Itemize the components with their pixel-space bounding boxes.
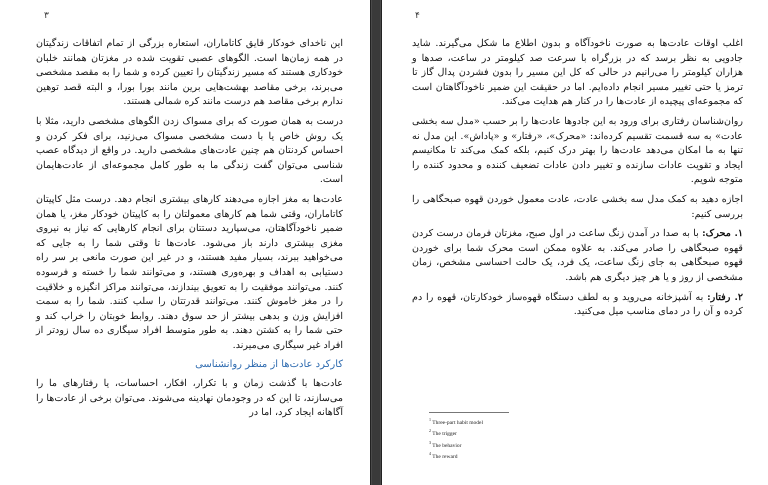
paragraph: عادت‌ها با گذشت زمان و با تکرار، افکار، احساسات، یا رفتارهای ما را می‌سازند، تا این که در وجودمان نهادینه می‌شوند. می‌توان برخی از عادت‌ها را آگاهانه ایجاد کرد، اما در bbox=[36, 378, 343, 419]
paragraph: این ناخدای خودکار قایق کاتاماران، استعاره بزرگی از تمام اتفاقات زندگیتان در همه زمان‌ها است. الگوهای عصبی تقویت شده در مغزتان همانند خلبان خودکاری هستند که مسیر زندگیتان را تعیین کرده و شما را به مقصد مشخصی می‌برند، برخی مقاصد بهشت‌هایی برین مانند بورا بورا، و البته قصد توهین ندارم برخی مقاصد هم درست مانند کره شمالی هستند. bbox=[36, 38, 343, 108]
left-text-column bbox=[36, 37, 343, 426]
list-item-label: ۱. محرک: bbox=[702, 228, 743, 240]
footnote: $^2$ The trigger bbox=[429, 428, 457, 438]
paragraph: اغلب اوقات عادت‌ها به صورت ناخودآگاه و بدون اطلاع ما شکل می‌گیرند. شاید جادویی به نظر برسد که در بزرگراه با سرعت صد کیلومتر در ساعت، صدها و هزاران کیلومتر را می‌رانیم در حالی که کل این مسیر را بدون فشردن پدال گاز تا ترمز یا حتی تغییر مسیر انجام داده‌ایم. اما در حقیقت این ضمیر ناخودآگاهتان است که مجموعه‌ای پیچیده از عادت‌ها را در کنار هم هدایت می‌کند. bbox=[412, 38, 743, 108]
paragraph: عادت‌ها به مغز اجازه می‌دهند کارهای بیشتری انجام دهد. درست مثل کاپیتان کاتاماران، وقتی شما هم کارهای معمولتان را به کاپیتان خودکار مغز، یا همان ضمیر ناخودآگاهتان، می‌سپارید دستتان برای انجام کارهایی که نیاز به نیروی مغزی بیشتری دارند باز می‌شود. عادت‌ها تا وقتی شما را به جایی که می‌خواهید ببرند، بسیار مفید هستند، و در غیر این صورت مانعی بر سر راه دستیابی به اهداف و بهره‌وری هستند، و می‌توانند شما را خسته و فرسوده کنند. می‌توانند موفقیت را به تعویق بیندازند، می‌توانند مراکز انگیزه و خلاقیت را در مغز خاموش کنند. می‌توانند قدرتتان را سلب کنند. شما را به سمت افزایش وزن و بدهی بیشتر از حد سوق دهند. روابط خوبتان را خراب کند و حتی شما را به کشتن دهند. به طور متوسط افراد سیگاری ده سال زودتر از افراد غیر سیگاری می‌میرند. bbox=[36, 193, 343, 351]
right-page bbox=[381, 0, 768, 485]
list-item-label: ۲. رفتار: bbox=[707, 291, 743, 303]
list-item bbox=[412, 291, 743, 320]
paragraph: روان‌شناسان رفتاری برای ورود به این جادوها عادت‌ها را بر حسب «مدل سه بخشی عادت» به سه قسمت تقسیم کرده‌اند: «محرک»، «رفتار» و «پاداش». این مدل نه تنها به ما امکان می‌دهد عادت‌ها را بهتر درک کنیم، بلکه کمک می‌کند تا مکانیسم ایجاد و تقویت عادات سازنده و تغییر دادن عادات تضعیف کننده و محدود کننده را متوجه شویم. bbox=[412, 115, 743, 186]
footnotes bbox=[429, 412, 559, 462]
footnote-text: Three-part habit model bbox=[432, 419, 483, 426]
footnote-rule bbox=[429, 412, 509, 413]
footnote: $^3$ The behavior bbox=[429, 439, 462, 449]
footnote-text: The reward bbox=[432, 454, 458, 461]
list-item-text: به آشپزخانه می‌روید و به لطف دستگاه قهوه‌ساز خودکارتان، قهوه را دم کرده و آن را در دمای مناسب میل می‌کنید. bbox=[412, 291, 743, 318]
right-text-column bbox=[412, 37, 743, 325]
footnote: $^4$ The reward bbox=[429, 451, 458, 461]
footnote-text: The trigger bbox=[432, 431, 457, 438]
paragraph: درست به همان صورت که برای مسواک زدن الگوهای مشخصی دارید، مثلا با یک روش خاص یا با دست مشخصی مسواک می‌زنید، برای فکر کردن و احساس کردنتان هم چنین عادت‌های مشخصی دارید. در واقع از دیدگاه عصب شناسی می‌توان گفت زندگی ما به طور کامل مجموعه‌ای از عادت‌هایمان است. bbox=[36, 115, 343, 186]
footnote-text: The behavior bbox=[432, 442, 462, 449]
paragraph: اجازه دهید به کمک مدل سه بخشی عادت، عادت معمول خوردن قهوه صبحگاهی را بررسی کنیم: bbox=[412, 193, 743, 220]
list-item bbox=[412, 227, 743, 285]
left-page bbox=[0, 0, 371, 485]
page-number: ۴ bbox=[415, 11, 420, 21]
footnote: $^1$ Three-part habit model bbox=[429, 417, 483, 426]
section-heading: کارکرد عادت‌ها از منظر روانشناسی bbox=[195, 359, 343, 371]
list-item-text: با به صدا در آمدن زنگ ساعت در اول صبح، مغزتان فرمان درست کردن قهوه صبحگاهی را صادر می‌کند. به علاوه ممکن است محرک شما برای خوردن قهوه صبحگاهی به جای زنگ ساعت، یک فرد، یک حالت احساسی مشخص، زمان مشخصی از روز و یا هر چیز دیگری هم باشد. bbox=[412, 228, 743, 283]
page-gutter bbox=[372, 0, 380, 485]
page-number: ۳ bbox=[44, 11, 49, 21]
